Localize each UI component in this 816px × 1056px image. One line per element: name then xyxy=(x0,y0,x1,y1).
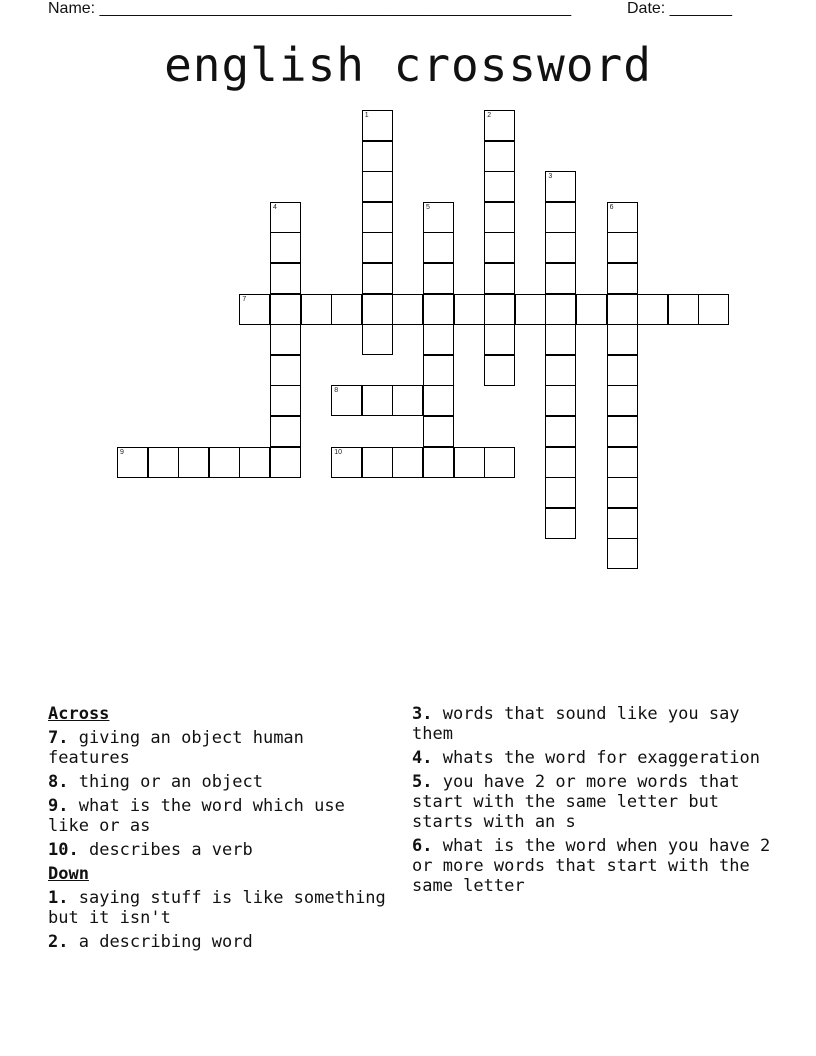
crossword-cell[interactable] xyxy=(607,416,638,447)
crossword-cell[interactable] xyxy=(484,294,515,325)
crossword-cell[interactable] xyxy=(331,385,362,416)
clue-number: 3. xyxy=(412,704,433,724)
crossword-cell[interactable] xyxy=(270,447,301,478)
crossword-cell[interactable] xyxy=(392,447,423,478)
crossword-cell[interactable] xyxy=(423,263,454,294)
crossword-cell[interactable] xyxy=(484,202,515,233)
crossword-cell[interactable] xyxy=(270,294,301,325)
across-heading: Across xyxy=(48,704,110,724)
crossword-cell[interactable] xyxy=(423,202,454,233)
clue-number: 8. xyxy=(48,772,69,792)
crossword-cell[interactable] xyxy=(362,447,393,478)
crossword-cell[interactable] xyxy=(607,232,638,263)
clue-across-8 xyxy=(48,772,388,792)
crossword-cell[interactable] xyxy=(331,447,362,478)
crossword-cell[interactable] xyxy=(392,385,423,416)
crossword-cell[interactable] xyxy=(270,263,301,294)
clue-text: giving an object human features xyxy=(48,728,304,768)
clue-across-9 xyxy=(48,796,388,836)
crossword-cell[interactable] xyxy=(545,477,576,508)
date-field-line: Date: _______ xyxy=(627,0,732,17)
clue-text: describes a verb xyxy=(88,840,253,860)
clue-down-3 xyxy=(412,704,772,744)
cell-number: 6 xyxy=(609,203,614,211)
crossword-cell[interactable] xyxy=(362,385,393,416)
clue-number: 5. xyxy=(412,772,433,792)
cell-number: 5 xyxy=(426,203,430,211)
crossword-cell[interactable] xyxy=(607,263,638,294)
crossword-cell[interactable] xyxy=(423,385,454,416)
crossword-cell[interactable] xyxy=(607,294,638,325)
crossword-cell[interactable] xyxy=(178,447,209,478)
clue-number: 4. xyxy=(412,748,433,768)
crossword-cell[interactable] xyxy=(270,232,301,263)
down-heading: Down xyxy=(48,864,89,884)
crossword-cell[interactable] xyxy=(270,202,301,233)
clue-across-7 xyxy=(48,728,388,768)
crossword-cell[interactable] xyxy=(545,294,576,325)
crossword-cell[interactable] xyxy=(148,447,179,478)
clue-down-4 xyxy=(412,748,772,768)
crossword-cell[interactable] xyxy=(607,324,638,355)
crossword-cell[interactable] xyxy=(239,294,270,325)
crossword-cell[interactable] xyxy=(545,508,576,539)
crossword-cell[interactable] xyxy=(607,385,638,416)
crossword-cell[interactable] xyxy=(362,324,393,355)
clue-text: whats the word for exaggeration xyxy=(442,748,761,768)
cell-number: 4 xyxy=(273,203,277,211)
crossword-cell[interactable] xyxy=(545,202,576,233)
crossword-cell[interactable] xyxy=(423,324,454,355)
cell-number: 7 xyxy=(242,295,247,303)
crossword-cell[interactable] xyxy=(454,294,485,325)
crossword-cell[interactable] xyxy=(515,294,546,325)
crossword-cell[interactable] xyxy=(392,294,423,325)
crossword-cell[interactable] xyxy=(484,324,515,355)
crossword-cell[interactable] xyxy=(362,141,393,172)
cell-number: 3 xyxy=(548,173,553,181)
crossword-cell[interactable] xyxy=(362,294,393,325)
crossword-cell[interactable] xyxy=(331,294,362,325)
crossword-cell[interactable] xyxy=(607,447,638,478)
page-title: english crossword xyxy=(164,38,652,92)
clue-number: 6. xyxy=(412,836,433,856)
clue-text: words that sound like you say them xyxy=(412,704,740,744)
crossword-cell[interactable] xyxy=(484,171,515,202)
cell-number: 8 xyxy=(334,387,339,395)
crossword-cell[interactable] xyxy=(545,416,576,447)
clue-text: saying stuff is like something but it isn't xyxy=(48,888,386,928)
crossword-cell[interactable] xyxy=(484,110,515,141)
crossword-cell[interactable] xyxy=(362,232,393,263)
clue-text: what is the word which use like or as xyxy=(48,796,345,836)
clue-number: 2. xyxy=(48,932,69,952)
crossword-cell[interactable] xyxy=(545,385,576,416)
crossword-cell[interactable] xyxy=(209,447,240,478)
crossword-cell[interactable] xyxy=(362,263,393,294)
clue-number: 1. xyxy=(48,888,69,908)
crossword-cell[interactable] xyxy=(545,447,576,478)
crossword-cell[interactable] xyxy=(545,232,576,263)
crossword-cell[interactable] xyxy=(423,232,454,263)
crossword-cell[interactable] xyxy=(362,171,393,202)
crossword-cell[interactable] xyxy=(270,416,301,447)
crossword-cell[interactable] xyxy=(484,263,515,294)
clue-text: a describing word xyxy=(78,932,253,952)
clue-down-1 xyxy=(48,888,388,928)
clues-column-left xyxy=(48,704,388,956)
crossword-cell[interactable] xyxy=(301,294,332,325)
crossword-cell[interactable] xyxy=(668,294,699,325)
crossword-cell[interactable] xyxy=(423,416,454,447)
crossword-cell[interactable] xyxy=(545,171,576,202)
clue-down-2 xyxy=(48,932,388,952)
clue-down-5 xyxy=(412,772,772,832)
crossword-cell[interactable] xyxy=(576,294,607,325)
clue-down-6 xyxy=(412,836,772,896)
crossword-cell[interactable] xyxy=(607,355,638,386)
crossword-cell[interactable] xyxy=(545,263,576,294)
crossword-cell[interactable] xyxy=(423,294,454,325)
crossword-cell[interactable] xyxy=(270,355,301,386)
crossword-cell[interactable] xyxy=(239,447,270,478)
crossword-cell[interactable] xyxy=(423,447,454,478)
crossword-cell[interactable] xyxy=(607,477,638,508)
cell-number: 10 xyxy=(334,448,342,456)
clues-column-right xyxy=(412,704,772,900)
crossword-cell[interactable] xyxy=(637,294,668,325)
crossword-cell[interactable] xyxy=(545,355,576,386)
crossword-cell[interactable] xyxy=(362,202,393,233)
crossword-cell[interactable] xyxy=(117,447,148,478)
crossword-cell[interactable] xyxy=(607,508,638,539)
cell-number: 9 xyxy=(120,448,124,456)
crossword-cell[interactable] xyxy=(545,324,576,355)
clue-number: 9. xyxy=(48,796,69,816)
crossword-cell[interactable] xyxy=(270,385,301,416)
crossword-cell[interactable] xyxy=(607,538,638,569)
crossword-cell[interactable] xyxy=(454,447,485,478)
crossword-cell[interactable] xyxy=(484,355,515,386)
clue-number: 10. xyxy=(48,840,79,860)
crossword-cell[interactable] xyxy=(484,141,515,172)
clue-across-10 xyxy=(48,840,388,860)
clue-text: you have 2 or more words that start with the same letter but starts with an s xyxy=(412,772,740,832)
cell-number: 1 xyxy=(364,112,369,119)
clue-text: what is the word when you have 2 or more words that start with the same letter xyxy=(412,836,771,896)
crossword-cell[interactable] xyxy=(607,202,638,233)
name-field-line: Name: _____________________________________________________ xyxy=(48,0,572,17)
clue-text: thing or an object xyxy=(78,772,263,792)
clue-number: 7. xyxy=(48,728,69,748)
crossword-cell[interactable] xyxy=(423,355,454,386)
crossword-cell[interactable] xyxy=(698,294,729,325)
cell-number: 2 xyxy=(487,112,492,119)
crossword-cell[interactable] xyxy=(484,232,515,263)
crossword-cell[interactable] xyxy=(362,110,393,141)
crossword-cell[interactable] xyxy=(484,447,515,478)
crossword-cell[interactable] xyxy=(270,324,301,355)
